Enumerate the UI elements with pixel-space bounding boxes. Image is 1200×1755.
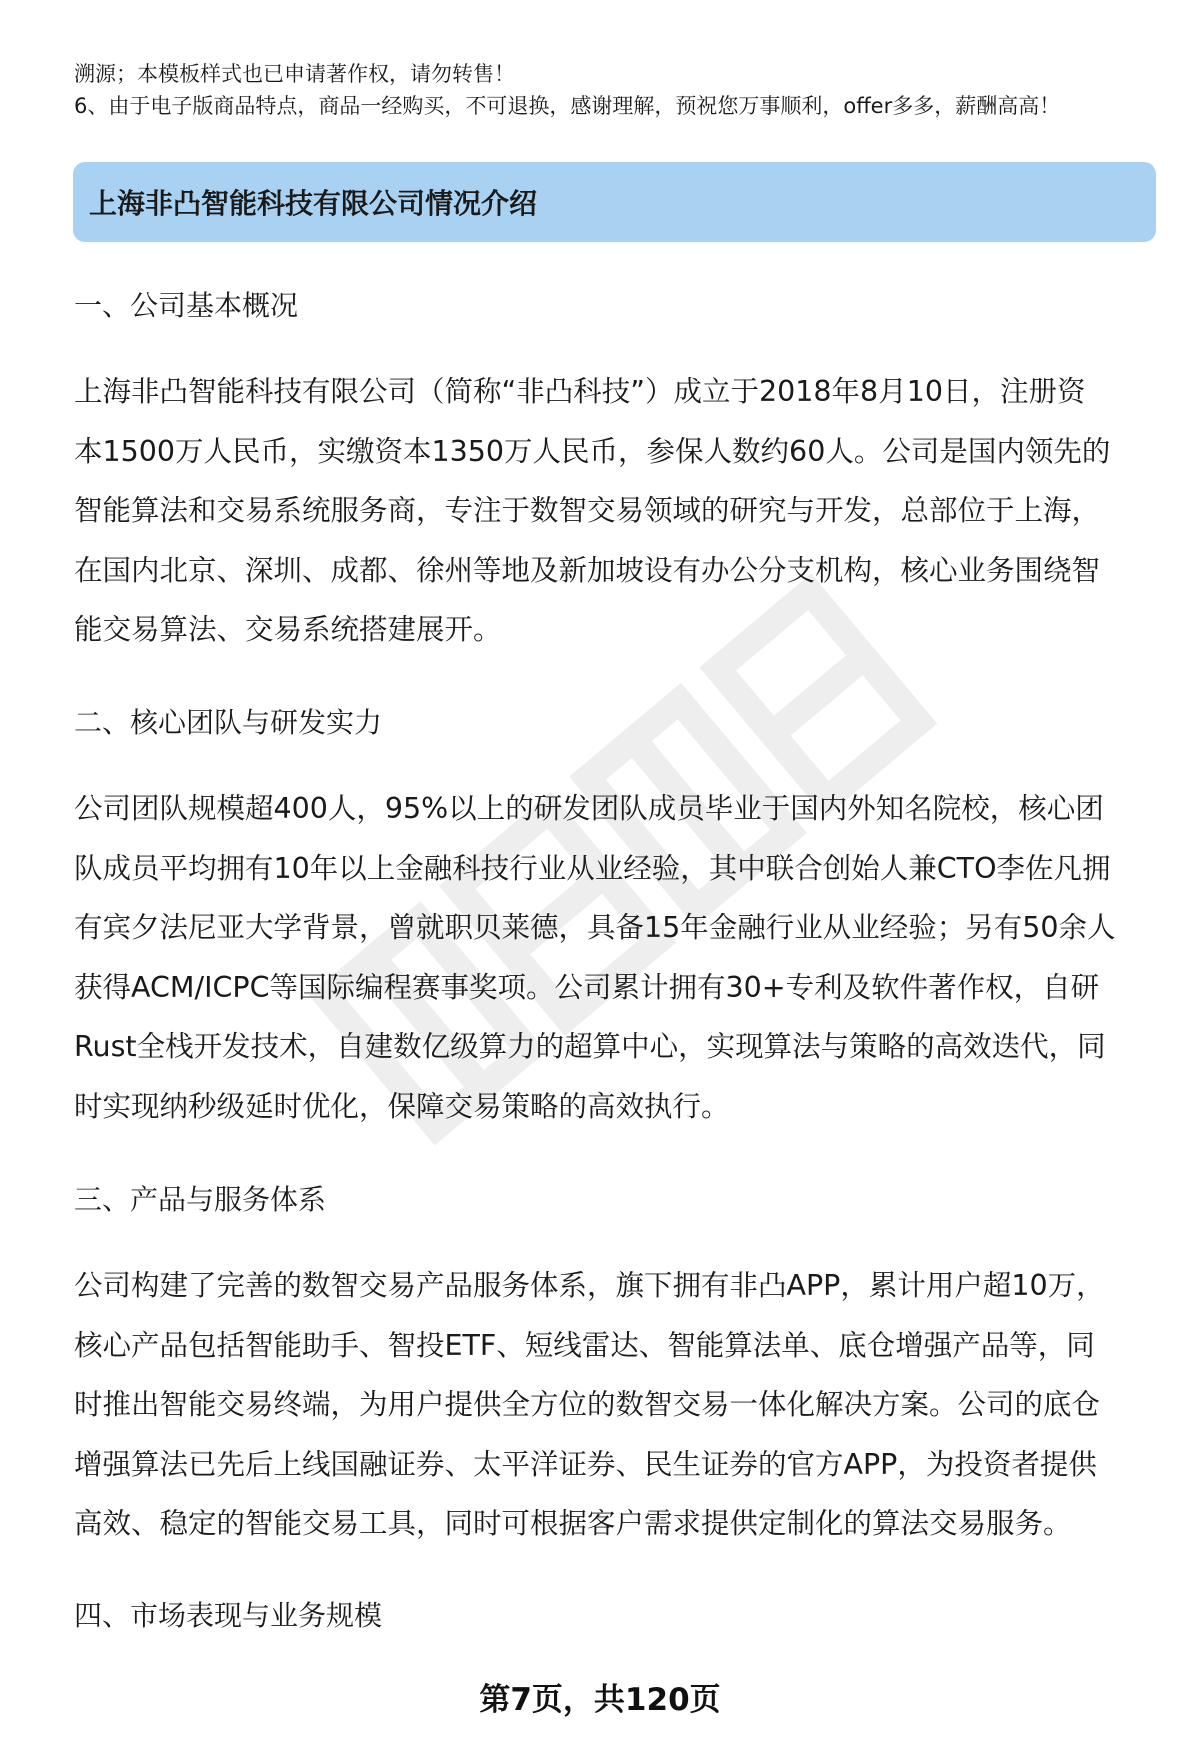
paragraph-line: 公司构建了完善的数智交易产品服务体系，旗下拥有非凸APP，累计用户超10万， — [74, 1269, 1105, 1302]
notice-line-1: 溯源；本模板样式也已申请著作权，请勿转售！ — [74, 62, 515, 86]
section-paragraph-3 — [74, 1256, 1164, 1554]
section-heading-2: 二、核心团队与研发实力 — [74, 706, 383, 739]
paragraph-line: 在国内北京、深圳、成都、徐州等地及新加坡设有办公分支机构，核心业务围绕智 — [74, 553, 1101, 587]
paragraph-line: 时实现纳秒级延时优化，保障交易策略的高效执行。 — [74, 1089, 730, 1123]
paragraph-line: 队成员平均拥有10年以上金融科技行业从业经验，其中联合创始人兼CTO李佐凡拥 — [74, 851, 1111, 885]
paragraph-line: 时推出智能交易终端，为用户提供全方位的数智交易一体化解决方案。公司的底仓 — [74, 1388, 1101, 1421]
paragraph-line: 智能算法和交易系统服务商，专注于数智交易领域的研究与开发，总部位于上海， — [74, 494, 1101, 527]
notice-line-2: 6、由于电子版商品特点，商品一经购买，不可退换，感谢理解，预祝您万事顺利，offer多多，薪酬高高！ — [74, 94, 1061, 118]
section-paragraph-2 — [74, 779, 1164, 1136]
paragraph-line: 高效、稳定的智能交易工具，同时可根据客户需求提供定制化的算法交易服务。 — [74, 1507, 1072, 1540]
notice-block — [74, 58, 1134, 122]
section-heading-3: 三、产品与服务体系 — [74, 1183, 327, 1216]
page-title: 上海非凸智能科技有限公司情况介绍 — [89, 187, 538, 220]
paragraph-line: Rust全栈开发技术，自建数亿级算力的超算中心，实现算法与策略的高效迭代，同 — [74, 1030, 1106, 1063]
page-number: 第7页，共120页 — [479, 1682, 721, 1718]
paragraph-line: 有宾夕法尼亚大学背景，曾就职贝莱德，具备15年金融行业从业经验；另有50余人 — [74, 911, 1116, 944]
paragraph-line: 公司团队规模超400人，95%以上的研发团队成员毕业于国内外知名院校，核心团 — [74, 792, 1104, 825]
title-banner — [73, 162, 1156, 242]
paragraph-line: 核心产品包括智能助手、智投ETF、短线雷达、智能算法单、底仓增强产品等，同 — [74, 1328, 1095, 1362]
section-heading-4: 四、市场表现与业务规模 — [74, 1599, 383, 1632]
paragraph-line: 本1500万人民币，实缴资本1350万人民币，参保人数约60人。公司是国内领先的 — [74, 434, 1111, 468]
section-paragraph-1 — [74, 362, 1164, 660]
paragraph-line: 增强算法已先后上线国融证券、太平洋证券、民生证券的官方APP，为投资者提供 — [74, 1447, 1097, 1481]
paragraph-line: 获得ACM/ICPC等国际编程赛事奖项。公司累计拥有30+专利及软件著作权，自研 — [74, 970, 1100, 1004]
section-heading-1: 一、公司基本概况 — [74, 289, 299, 322]
paragraph-line: 能交易算法、交易系统搭建展开。 — [74, 613, 502, 646]
paragraph-line: 上海非凸智能科技有限公司（简称“非凸科技”）成立于2018年8月10日，注册资 — [74, 375, 1086, 408]
